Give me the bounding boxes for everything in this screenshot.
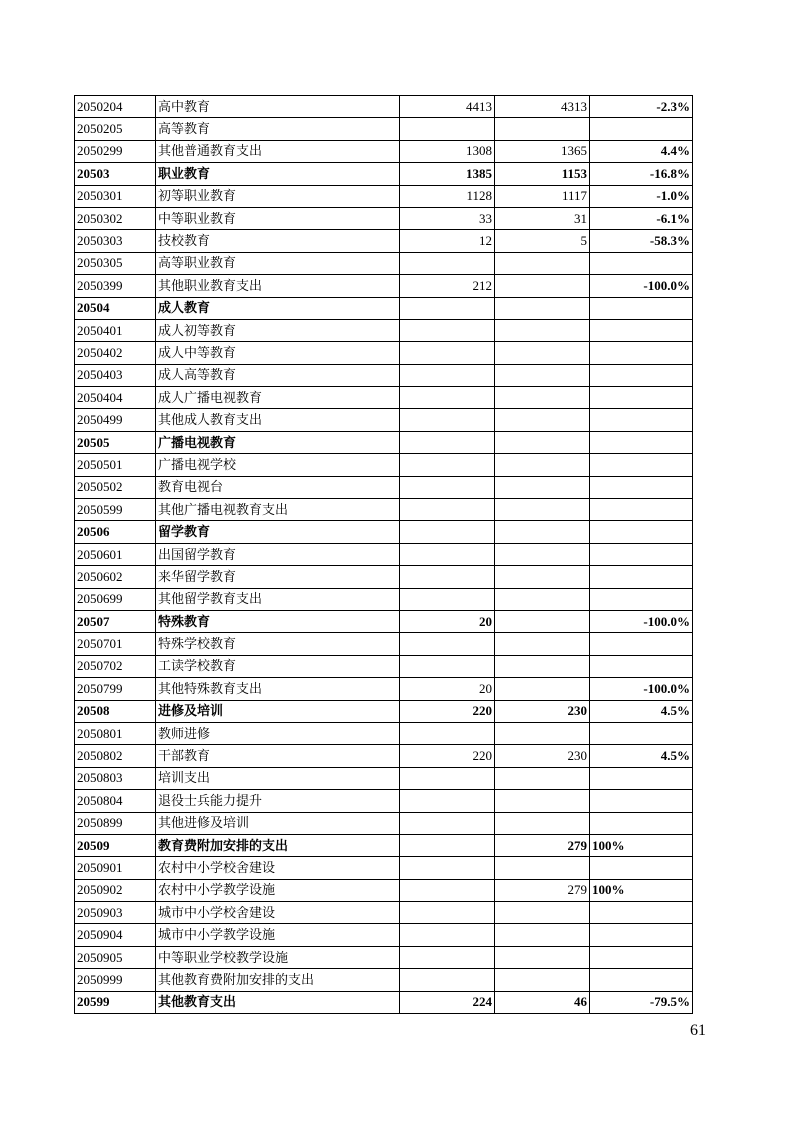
value-cell-1: 212 [400, 275, 495, 297]
table-row [75, 431, 693, 453]
code-cell: 2050601 [75, 543, 156, 565]
name-cell: 特殊学校教育 [156, 633, 400, 655]
name-cell: 干部教育 [156, 745, 400, 767]
name-cell: 教育费附加安排的支出 [156, 834, 400, 856]
value-cell-1 [400, 902, 495, 924]
name-cell: 其他成人教育支出 [156, 409, 400, 431]
name-cell: 高中教育 [156, 96, 400, 118]
value-cell-2 [495, 633, 590, 655]
value-cell-1: 224 [400, 991, 495, 1013]
value-cell-2 [495, 252, 590, 274]
value-cell-1 [400, 722, 495, 744]
name-cell: 中等职业学校教学设施 [156, 946, 400, 968]
table-row [75, 454, 693, 476]
code-cell: 2050301 [75, 185, 156, 207]
value-cell-2 [495, 722, 590, 744]
code-cell: 2050401 [75, 319, 156, 341]
change-cell [590, 857, 693, 879]
code-cell: 2050801 [75, 722, 156, 744]
table-row [75, 387, 693, 409]
code-cell: 20508 [75, 700, 156, 722]
name-cell: 成人初等教育 [156, 319, 400, 341]
value-cell-2 [495, 521, 590, 543]
change-cell: -58.3% [590, 230, 693, 252]
code-cell: 2050701 [75, 633, 156, 655]
value-cell-2 [495, 857, 590, 879]
code-cell: 2050999 [75, 969, 156, 991]
code-cell: 20503 [75, 163, 156, 185]
name-cell: 留学教育 [156, 521, 400, 543]
value-cell-1 [400, 476, 495, 498]
table-row [75, 275, 693, 297]
table-row [75, 185, 693, 207]
code-cell: 2050302 [75, 207, 156, 229]
change-cell: -6.1% [590, 207, 693, 229]
code-cell: 2050299 [75, 140, 156, 162]
value-cell-2 [495, 476, 590, 498]
name-cell: 成人广播电视教育 [156, 387, 400, 409]
name-cell: 技校教育 [156, 230, 400, 252]
change-cell: -100.0% [590, 275, 693, 297]
value-cell-1: 12 [400, 230, 495, 252]
name-cell: 进修及培训 [156, 700, 400, 722]
table-row [75, 342, 693, 364]
change-cell [590, 722, 693, 744]
value-cell-1 [400, 946, 495, 968]
change-cell [590, 790, 693, 812]
code-cell: 20507 [75, 610, 156, 632]
value-cell-1 [400, 409, 495, 431]
value-cell-1 [400, 812, 495, 834]
table-row [75, 118, 693, 140]
change-cell: -16.8% [590, 163, 693, 185]
change-cell: 4.4% [590, 140, 693, 162]
value-cell-2 [495, 946, 590, 968]
name-cell: 出国留学教育 [156, 543, 400, 565]
value-cell-2 [495, 387, 590, 409]
page-number: 61 [690, 1022, 706, 1039]
value-cell-1 [400, 767, 495, 789]
value-cell-1 [400, 319, 495, 341]
value-cell-1 [400, 431, 495, 453]
value-cell-1 [400, 790, 495, 812]
change-cell [590, 387, 693, 409]
table-row [75, 633, 693, 655]
change-cell [590, 924, 693, 946]
change-cell: -100.0% [590, 678, 693, 700]
value-cell-2: 230 [495, 700, 590, 722]
code-cell: 2050702 [75, 655, 156, 677]
code-cell: 2050699 [75, 588, 156, 610]
name-cell: 特殊教育 [156, 610, 400, 632]
value-cell-1 [400, 118, 495, 140]
value-cell-1 [400, 297, 495, 319]
value-cell-1 [400, 566, 495, 588]
change-cell [590, 454, 693, 476]
value-cell-1 [400, 588, 495, 610]
name-cell: 成人教育 [156, 297, 400, 319]
code-cell: 20505 [75, 431, 156, 453]
value-cell-2 [495, 767, 590, 789]
value-cell-2 [495, 790, 590, 812]
table-row [75, 610, 693, 632]
value-cell-2: 1153 [495, 163, 590, 185]
code-cell: 2050904 [75, 924, 156, 946]
value-cell-1: 4413 [400, 96, 495, 118]
value-cell-2 [495, 409, 590, 431]
value-cell-1 [400, 252, 495, 274]
value-cell-2: 46 [495, 991, 590, 1013]
table-row [75, 364, 693, 386]
change-cell [590, 476, 693, 498]
value-cell-1: 220 [400, 700, 495, 722]
value-cell-2 [495, 319, 590, 341]
value-cell-2: 5 [495, 230, 590, 252]
table-row [75, 722, 693, 744]
value-cell-2 [495, 342, 590, 364]
value-cell-2 [495, 610, 590, 632]
value-cell-1: 20 [400, 678, 495, 700]
value-cell-2: 279 [495, 834, 590, 856]
table-body [75, 96, 693, 1014]
change-cell [590, 633, 693, 655]
value-cell-1 [400, 521, 495, 543]
change-cell [590, 409, 693, 431]
value-cell-1: 1308 [400, 140, 495, 162]
name-cell: 培训支出 [156, 767, 400, 789]
code-cell: 20506 [75, 521, 156, 543]
change-cell [590, 767, 693, 789]
name-cell: 其他进修及培训 [156, 812, 400, 834]
change-cell [590, 118, 693, 140]
value-cell-1 [400, 387, 495, 409]
name-cell: 高等教育 [156, 118, 400, 140]
value-cell-1 [400, 454, 495, 476]
table-row [75, 946, 693, 968]
value-cell-2 [495, 566, 590, 588]
change-cell [590, 297, 693, 319]
value-cell-2 [495, 588, 590, 610]
table-row [75, 207, 693, 229]
table-row [75, 857, 693, 879]
value-cell-1: 33 [400, 207, 495, 229]
code-cell: 2050402 [75, 342, 156, 364]
change-cell [590, 902, 693, 924]
code-cell: 2050799 [75, 678, 156, 700]
table-row [75, 140, 693, 162]
value-cell-1 [400, 969, 495, 991]
value-cell-2 [495, 297, 590, 319]
name-cell: 其他教育费附加安排的支出 [156, 969, 400, 991]
code-cell: 2050404 [75, 387, 156, 409]
code-cell: 2050901 [75, 857, 156, 879]
change-cell [590, 588, 693, 610]
name-cell: 其他广播电视教育支出 [156, 499, 400, 521]
table-row [75, 319, 693, 341]
value-cell-2 [495, 969, 590, 991]
code-cell: 2050899 [75, 812, 156, 834]
code-cell: 20504 [75, 297, 156, 319]
table-row [75, 566, 693, 588]
change-cell [590, 969, 693, 991]
code-cell: 2050803 [75, 767, 156, 789]
name-cell: 其他教育支出 [156, 991, 400, 1013]
name-cell: 城市中小学教学设施 [156, 924, 400, 946]
change-cell [590, 566, 693, 588]
table-row [75, 588, 693, 610]
value-cell-2 [495, 118, 590, 140]
name-cell: 退役士兵能力提升 [156, 790, 400, 812]
value-cell-1 [400, 857, 495, 879]
table-row [75, 924, 693, 946]
name-cell: 其他普通教育支出 [156, 140, 400, 162]
table-row [75, 879, 693, 901]
change-cell [590, 946, 693, 968]
code-cell: 2050399 [75, 275, 156, 297]
code-cell: 2050205 [75, 118, 156, 140]
change-cell [590, 812, 693, 834]
table-row [75, 991, 693, 1013]
change-cell [590, 655, 693, 677]
table-row [75, 96, 693, 118]
table-row [75, 655, 693, 677]
name-cell: 职业教育 [156, 163, 400, 185]
value-cell-1: 20 [400, 610, 495, 632]
change-cell: -79.5% [590, 991, 693, 1013]
table-row [75, 745, 693, 767]
name-cell: 来华留学教育 [156, 566, 400, 588]
value-cell-2: 279 [495, 879, 590, 901]
code-cell: 2050403 [75, 364, 156, 386]
table-row [75, 700, 693, 722]
change-cell: -2.3% [590, 96, 693, 118]
change-cell: -1.0% [590, 185, 693, 207]
value-cell-2 [495, 543, 590, 565]
code-cell: 2050602 [75, 566, 156, 588]
code-cell: 2050499 [75, 409, 156, 431]
value-cell-2 [495, 812, 590, 834]
name-cell: 工读学校教育 [156, 655, 400, 677]
value-cell-2 [495, 924, 590, 946]
value-cell-1 [400, 364, 495, 386]
code-cell: 2050204 [75, 96, 156, 118]
table-row [75, 252, 693, 274]
value-cell-2 [495, 499, 590, 521]
table-row [75, 969, 693, 991]
value-cell-1 [400, 879, 495, 901]
name-cell: 初等职业教育 [156, 185, 400, 207]
change-cell [590, 543, 693, 565]
table-row [75, 521, 693, 543]
value-cell-2: 31 [495, 207, 590, 229]
value-cell-2: 1117 [495, 185, 590, 207]
name-cell: 农村中小学校舍建设 [156, 857, 400, 879]
change-cell [590, 252, 693, 274]
change-cell: -100.0% [590, 610, 693, 632]
code-cell: 2050802 [75, 745, 156, 767]
value-cell-2 [495, 431, 590, 453]
value-cell-2: 4313 [495, 96, 590, 118]
name-cell: 中等职业教育 [156, 207, 400, 229]
value-cell-2: 230 [495, 745, 590, 767]
table-row [75, 790, 693, 812]
table-row [75, 476, 693, 498]
name-cell: 教育电视台 [156, 476, 400, 498]
code-cell: 20509 [75, 834, 156, 856]
code-cell: 2050804 [75, 790, 156, 812]
table-row [75, 297, 693, 319]
name-cell: 广播电视教育 [156, 431, 400, 453]
change-cell: 100% [590, 834, 693, 856]
change-cell [590, 499, 693, 521]
value-cell-2 [495, 454, 590, 476]
value-cell-1: 1128 [400, 185, 495, 207]
change-cell [590, 431, 693, 453]
value-cell-2 [495, 364, 590, 386]
value-cell-1: 1385 [400, 163, 495, 185]
name-cell: 教师进修 [156, 722, 400, 744]
change-cell [590, 521, 693, 543]
table-row [75, 678, 693, 700]
change-cell: 4.5% [590, 700, 693, 722]
value-cell-2 [495, 275, 590, 297]
value-cell-2 [495, 678, 590, 700]
value-cell-1 [400, 342, 495, 364]
budget-table [74, 95, 693, 1014]
table-row [75, 163, 693, 185]
name-cell: 广播电视学校 [156, 454, 400, 476]
table-row [75, 767, 693, 789]
name-cell: 农村中小学教学设施 [156, 879, 400, 901]
change-cell: 100% [590, 879, 693, 901]
change-cell [590, 319, 693, 341]
code-cell: 2050903 [75, 902, 156, 924]
table-row [75, 543, 693, 565]
code-cell: 2050599 [75, 499, 156, 521]
value-cell-1 [400, 834, 495, 856]
value-cell-1: 220 [400, 745, 495, 767]
value-cell-1 [400, 924, 495, 946]
table-row [75, 834, 693, 856]
code-cell: 2050905 [75, 946, 156, 968]
table-row [75, 902, 693, 924]
name-cell: 城市中小学校舍建设 [156, 902, 400, 924]
name-cell: 其他留学教育支出 [156, 588, 400, 610]
table-row [75, 230, 693, 252]
value-cell-1 [400, 633, 495, 655]
value-cell-2: 1365 [495, 140, 590, 162]
code-cell: 2050902 [75, 879, 156, 901]
change-cell: 4.5% [590, 745, 693, 767]
name-cell: 高等职业教育 [156, 252, 400, 274]
value-cell-1 [400, 499, 495, 521]
change-cell [590, 364, 693, 386]
name-cell: 其他特殊教育支出 [156, 678, 400, 700]
name-cell: 成人中等教育 [156, 342, 400, 364]
value-cell-1 [400, 543, 495, 565]
value-cell-1 [400, 655, 495, 677]
table-row [75, 812, 693, 834]
value-cell-2 [495, 902, 590, 924]
table-row [75, 409, 693, 431]
code-cell: 20599 [75, 991, 156, 1013]
code-cell: 2050303 [75, 230, 156, 252]
value-cell-2 [495, 655, 590, 677]
code-cell: 2050501 [75, 454, 156, 476]
name-cell: 成人高等教育 [156, 364, 400, 386]
code-cell: 2050502 [75, 476, 156, 498]
name-cell: 其他职业教育支出 [156, 275, 400, 297]
table-row [75, 499, 693, 521]
code-cell: 2050305 [75, 252, 156, 274]
change-cell [590, 342, 693, 364]
